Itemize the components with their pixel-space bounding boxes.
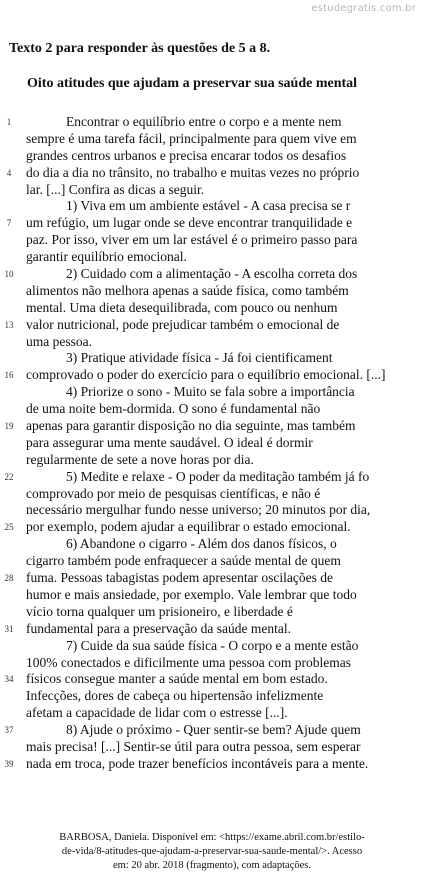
text-line xyxy=(0,367,424,384)
text-line xyxy=(0,131,424,148)
line-text: vício torna qualquer um prisioneiro, e liberdade é xyxy=(26,603,293,619)
line-text: humor e mais ansiedade, por exemplo. Vale lembrar que todo xyxy=(26,586,357,602)
line-text: apenas para garantir disposição no dia seguinte, mas também xyxy=(26,418,356,434)
source-line-3: em: 20 abr. 2018 (fragmento), com adaptações. xyxy=(113,860,311,871)
line-text: paz. Por isso, viver em um lar estável é o primeiro passo para xyxy=(26,232,358,248)
text-line xyxy=(0,756,424,773)
line-text: valor nutricional, pode prejudicar também o emocional de xyxy=(26,316,340,332)
line-number: 19 xyxy=(4,421,14,432)
text-line xyxy=(0,249,424,266)
article-title: Oito atitudes que ajudam a preservar sua saúde mental xyxy=(27,76,358,91)
text-line xyxy=(0,671,424,688)
text-line xyxy=(0,334,424,351)
question-heading: Texto 2 para responder às questões de 5 a 8. xyxy=(9,41,271,56)
line-number: 31 xyxy=(4,623,14,634)
text-line xyxy=(0,232,424,249)
text-line xyxy=(0,435,424,452)
text-line xyxy=(0,148,424,165)
line-text: fundamental para a preservação da saúde mental. xyxy=(26,620,291,636)
text-line xyxy=(0,502,424,519)
line-text: Infecções, dores de cabeça ou hipertensão infelizmente xyxy=(26,688,324,704)
line-text: Encontrar o equilíbrio entre o corpo e a mente nem xyxy=(66,114,342,129)
line-text: lar. [...] Confira as dicas a seguir. xyxy=(26,181,205,197)
line-text: do dia a dia no trânsito, no trabalho e muitas vezes no próprio xyxy=(26,164,360,180)
line-number: 22 xyxy=(4,471,14,482)
text-line xyxy=(0,705,424,722)
line-text: de uma noite bem-dormida. O sono é fundamental não xyxy=(26,401,321,417)
line-text: cigarro também pode enfraquecer a saúde mental de quem xyxy=(26,553,341,569)
text-line xyxy=(0,165,424,182)
line-text: mental. Uma dieta desequilibrada, com pouco ou nenhum xyxy=(26,299,338,315)
line-text: nada em troca, pode trazer benefícios incontáveis para a mente. xyxy=(26,755,369,771)
article-body xyxy=(0,114,424,773)
text-line xyxy=(0,182,424,199)
text-line xyxy=(0,350,424,367)
text-line xyxy=(0,587,424,604)
text-line xyxy=(0,621,424,638)
text-line xyxy=(0,519,424,536)
line-number: 39 xyxy=(4,758,14,769)
line-text: 3) Pratique atividade física - Já foi cientificament xyxy=(66,350,333,366)
line-text: mais precisa! [...] Sentir-se útil para outra pessoa, sem esperar xyxy=(26,738,361,754)
line-text: sempre é uma tarefa fácil, principalmente para quem vive em xyxy=(26,130,357,146)
line-text: regularmente de sete a nove horas por dia. xyxy=(26,451,254,467)
text-line xyxy=(0,114,424,131)
text-line xyxy=(0,604,424,621)
line-number: 13 xyxy=(4,319,14,330)
text-line xyxy=(0,722,424,739)
line-text: comprovado o poder do exercício para o equilíbrio emocional. [...] xyxy=(26,367,386,383)
line-text: uma pessoa. xyxy=(26,333,92,349)
site-watermark: estudegratis.com.br xyxy=(311,3,416,14)
line-text: fuma. Pessoas tabagistas podem apresentar oscilações de xyxy=(26,570,334,586)
line-text: 1) Viva em um ambiente estável - A casa precisa se r xyxy=(66,198,351,214)
line-text: 8) Ajude o próximo - Quer sentir-se bem? Ajude quem xyxy=(66,722,361,738)
text-line xyxy=(0,384,424,401)
line-number: 28 xyxy=(4,573,14,584)
text-line xyxy=(0,215,424,232)
line-text: afetam a capacidade de lidar com o estresse [...]. xyxy=(26,705,288,721)
text-line xyxy=(0,452,424,469)
text-line xyxy=(0,655,424,672)
text-line xyxy=(0,739,424,756)
line-text: 6) Abandone o cigarro - Além dos danos físicos, o xyxy=(66,536,337,552)
line-text: um refúgio, um lugar onde se deve encontrar tranquilidade e xyxy=(26,215,353,231)
source-line-1: BARBOSA, Daniela. Disponível em: <https://exame.abril.com.br/estilo- xyxy=(59,832,365,843)
line-text: para assegurar uma mente saudável. O ideal é dormir xyxy=(26,434,313,450)
text-line xyxy=(0,418,424,435)
text-line xyxy=(0,570,424,587)
line-text: 7) Cuide da sua saúde física - O corpo e a mente estão xyxy=(66,637,359,653)
text-line xyxy=(0,198,424,215)
line-number: 25 xyxy=(4,522,14,533)
line-number: 10 xyxy=(4,269,14,280)
source-line-2: de-vida/8-atitudes-que-ajudam-a-preservar-sua-saude-mental/>. Acesso xyxy=(61,846,363,857)
line-number: 16 xyxy=(4,370,14,381)
text-line xyxy=(0,283,424,300)
text-line xyxy=(0,401,424,418)
line-number: 7 xyxy=(6,218,12,229)
line-text: 100% conectados e dificilmente uma pessoa com problemas xyxy=(26,654,352,670)
text-line xyxy=(0,469,424,486)
line-text: por exemplo, podem ajudar a equilibrar o estado emocional. xyxy=(26,519,351,535)
line-number: 37 xyxy=(4,725,14,736)
line-number: 34 xyxy=(4,674,14,685)
text-line xyxy=(0,638,424,655)
text-line xyxy=(0,536,424,553)
line-text: 2) Cuidado com a alimentação - A escolha correta dos xyxy=(66,266,358,282)
line-text: 4) Priorize o sono - Muito se fala sobre a importância xyxy=(66,384,355,400)
line-number: 4 xyxy=(6,167,12,178)
text-line xyxy=(0,486,424,503)
text-line xyxy=(0,300,424,317)
line-text: grandes centros urbanos e precisa encarar todos os desafios xyxy=(26,147,347,163)
line-text: físicos consegue manter a saúde mental em bom estado. xyxy=(26,671,328,687)
text-line xyxy=(0,688,424,705)
text-line xyxy=(0,553,424,570)
line-text: comprovado por meio de pesquisas científicas, e não é xyxy=(26,485,321,501)
line-text: alimentos não melhora apenas a saúde física, como também xyxy=(26,282,349,298)
text-line xyxy=(0,317,424,334)
line-text: necessário mergulhar fundo nesse universo; 20 minutos por dia, xyxy=(26,502,371,518)
line-text: garantir equilíbrio emocional. xyxy=(26,249,187,265)
line-number: 1 xyxy=(6,117,12,127)
source-citation xyxy=(0,831,424,873)
text-line xyxy=(0,266,424,283)
line-text: 5) Medite e relaxe - O poder da meditação também já fo xyxy=(66,468,370,484)
